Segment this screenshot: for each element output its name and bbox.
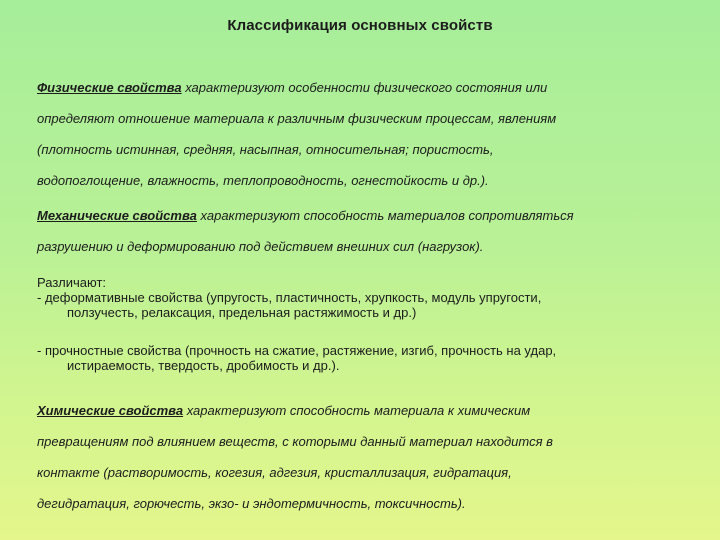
- distinguish-label: Различают:: [37, 275, 107, 290]
- deformative-line-1: - деформативные свойства (упругость, пластичность, хрупкость, модуль упругости,: [37, 290, 542, 305]
- deformative-line-2: ползучесть, релаксация, предельная растяжимость и др.): [67, 305, 417, 320]
- chemical-line-2: превращениям под влиянием веществ, с которыми данный материал находится в: [37, 434, 553, 449]
- physical-line-4: водопоглощение, влажность, теплопроводность, огнестойкость и др.).: [37, 173, 489, 188]
- physical-line-1-text: характеризуют особенности физического состояния или: [181, 80, 548, 95]
- distinguish-block: [37, 275, 687, 320]
- physical-line-2: определяют отношение материала к различным физическим процессам, явлениям: [37, 111, 557, 126]
- mechanical-line-2: разрушению и деформированию под действием внешних сил (нагрузок).: [37, 239, 484, 254]
- physical-properties-paragraph: [37, 80, 687, 204]
- chemical-line-4: дегидратация, горючесть, экзо- и эндотермичность, токсичность).: [37, 496, 466, 511]
- strength-line-2: истираемость, твердость, дробимость и др.).: [67, 358, 340, 373]
- chemical-line-1-text: характеризуют способность материала к химическим: [183, 403, 531, 418]
- mechanical-properties-paragraph: [37, 208, 687, 270]
- slide-title: Классификация основных свойств: [227, 17, 493, 34]
- strength-block: [37, 343, 687, 373]
- mechanical-line-1: [37, 208, 687, 224]
- physical-term: Физические свойства: [37, 80, 182, 95]
- mechanical-term: Механические свойства: [37, 208, 197, 223]
- chemical-line-1: [37, 403, 687, 419]
- chemical-term: Химические свойства: [37, 403, 184, 418]
- mechanical-line-1-text: характеризуют способность материалов сопротивляться: [196, 208, 574, 223]
- strength-line-1: - прочностные свойства (прочность на сжатие, растяжение, изгиб, прочность на удар,: [37, 343, 557, 358]
- chemical-line-3: контакте (растворимость, когезия, адгезия, кристаллизация, гидратация,: [37, 465, 512, 480]
- physical-line-1: [37, 80, 687, 96]
- physical-line-3: (плотность истинная, средняя, насыпная, относительная; пористость,: [37, 142, 494, 157]
- chemical-properties-paragraph: [37, 403, 687, 527]
